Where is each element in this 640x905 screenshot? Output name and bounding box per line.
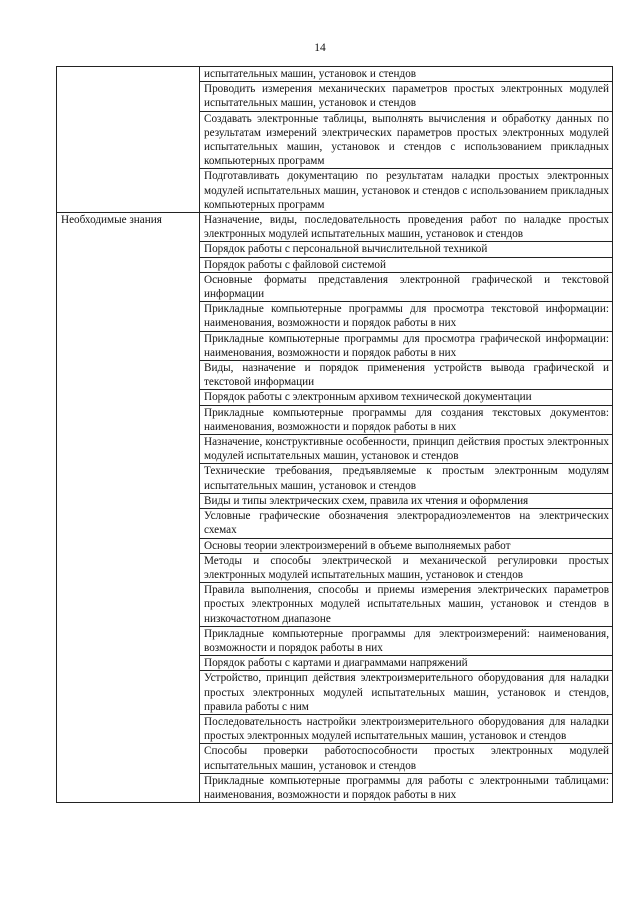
skills-label-cell — [57, 67, 200, 213]
knowledge-item: Прикладные компьютерные программы для создания текстовых документов: наименования, возможности и порядок работы в них — [200, 405, 613, 434]
knowledge-item: Способы проверки работоспособности простых электронных модулей испытательных машин, установок и стендов — [200, 744, 613, 773]
table-row — [57, 213, 613, 242]
knowledge-item: Прикладные компьютерные программы для просмотра текстовой информации: наименования, возможности и порядок работы в них — [200, 302, 613, 331]
knowledge-item: Порядок работы с электронным архивом технической документации — [200, 390, 613, 405]
knowledge-item: Условные графические обозначения электрорадиоэлементов на электрических схемах — [200, 509, 613, 538]
skill-item: Создавать электронные таблицы, выполнять вычисления и обработку данных по результатам измерений электрических параметров простых электронных модулей испытательных машин, установок и стендов с использованием прикладных компьютерных программ — [200, 111, 613, 169]
requirements-table — [56, 66, 613, 803]
knowledge-item: Технические требования, предъявляемые к простым электронным модулям испытательных машин, установок и стендов — [200, 464, 613, 493]
knowledge-item: Прикладные компьютерные программы для электроизмерений: наименования, возможности и порядок работы в них — [200, 626, 613, 655]
knowledge-item: Основные форматы представления электронной графической и текстовой информации — [200, 272, 613, 301]
knowledge-item: Порядок работы с персональной вычислительной техникой — [200, 242, 613, 257]
knowledge-item: Последовательность настройки электроизмерительного оборудования для наладки простых электронных модулей испытательных машин, установок и стендов — [200, 714, 613, 743]
table-row — [57, 67, 613, 82]
knowledge-item: Методы и способы электрической и механической регулировки простых электронных модулей испытательных машин, установок и стендов — [200, 553, 613, 582]
skill-item: испытательных машин, установок и стендов — [200, 67, 613, 82]
knowledge-item: Устройство, принцип действия электроизмерительного оборудования для наладки простых электронных модулей испытательных машин, установок и стендов, правила работы с ним — [200, 671, 613, 715]
knowledge-item: Прикладные компьютерные программы для работы с электронными таблицами: наименования, возможности и порядок работы в них — [200, 773, 613, 802]
knowledge-item: Порядок работы с картами и диаграммами напряжений — [200, 656, 613, 671]
knowledge-item: Основы теории электроизмерений в объеме выполняемых работ — [200, 538, 613, 553]
skill-item: Подготавливать документацию по результатам наладки простых электронных модулей испытательных машин, установок и стендов с использованием прикладных компьютерных программ — [200, 169, 613, 213]
skill-item: Проводить измерения механических параметров простых электронных модулей испытательных машин, установок и стендов — [200, 82, 613, 111]
knowledge-item: Порядок работы с файловой системой — [200, 257, 613, 272]
page-number: 14 — [314, 42, 326, 54]
knowledge-item: Назначение, конструктивные особенности, принцип действия простых электронных модулей испытательных машин, установок и стендов — [200, 435, 613, 464]
knowledge-item: Прикладные компьютерные программы для просмотра графической информации: наименования, возможности и порядок работы в них — [200, 331, 613, 360]
knowledge-item: Назначение, виды, последовательность проведения работ по наладке простых электронных модулей испытательных машин, установок и стендов — [200, 213, 613, 242]
knowledge-label-cell: Необходимые знания — [57, 213, 200, 803]
knowledge-item: Виды и типы электрических схем, правила их чтения и оформления — [200, 493, 613, 508]
knowledge-item: Виды, назначение и порядок применения устройств вывода графической и текстовой информации — [200, 361, 613, 390]
knowledge-item: Правила выполнения, способы и приемы измерения электрических параметров простых электронных модулей испытательных машин, установок и стендов в низкочастотном диапазоне — [200, 583, 613, 627]
